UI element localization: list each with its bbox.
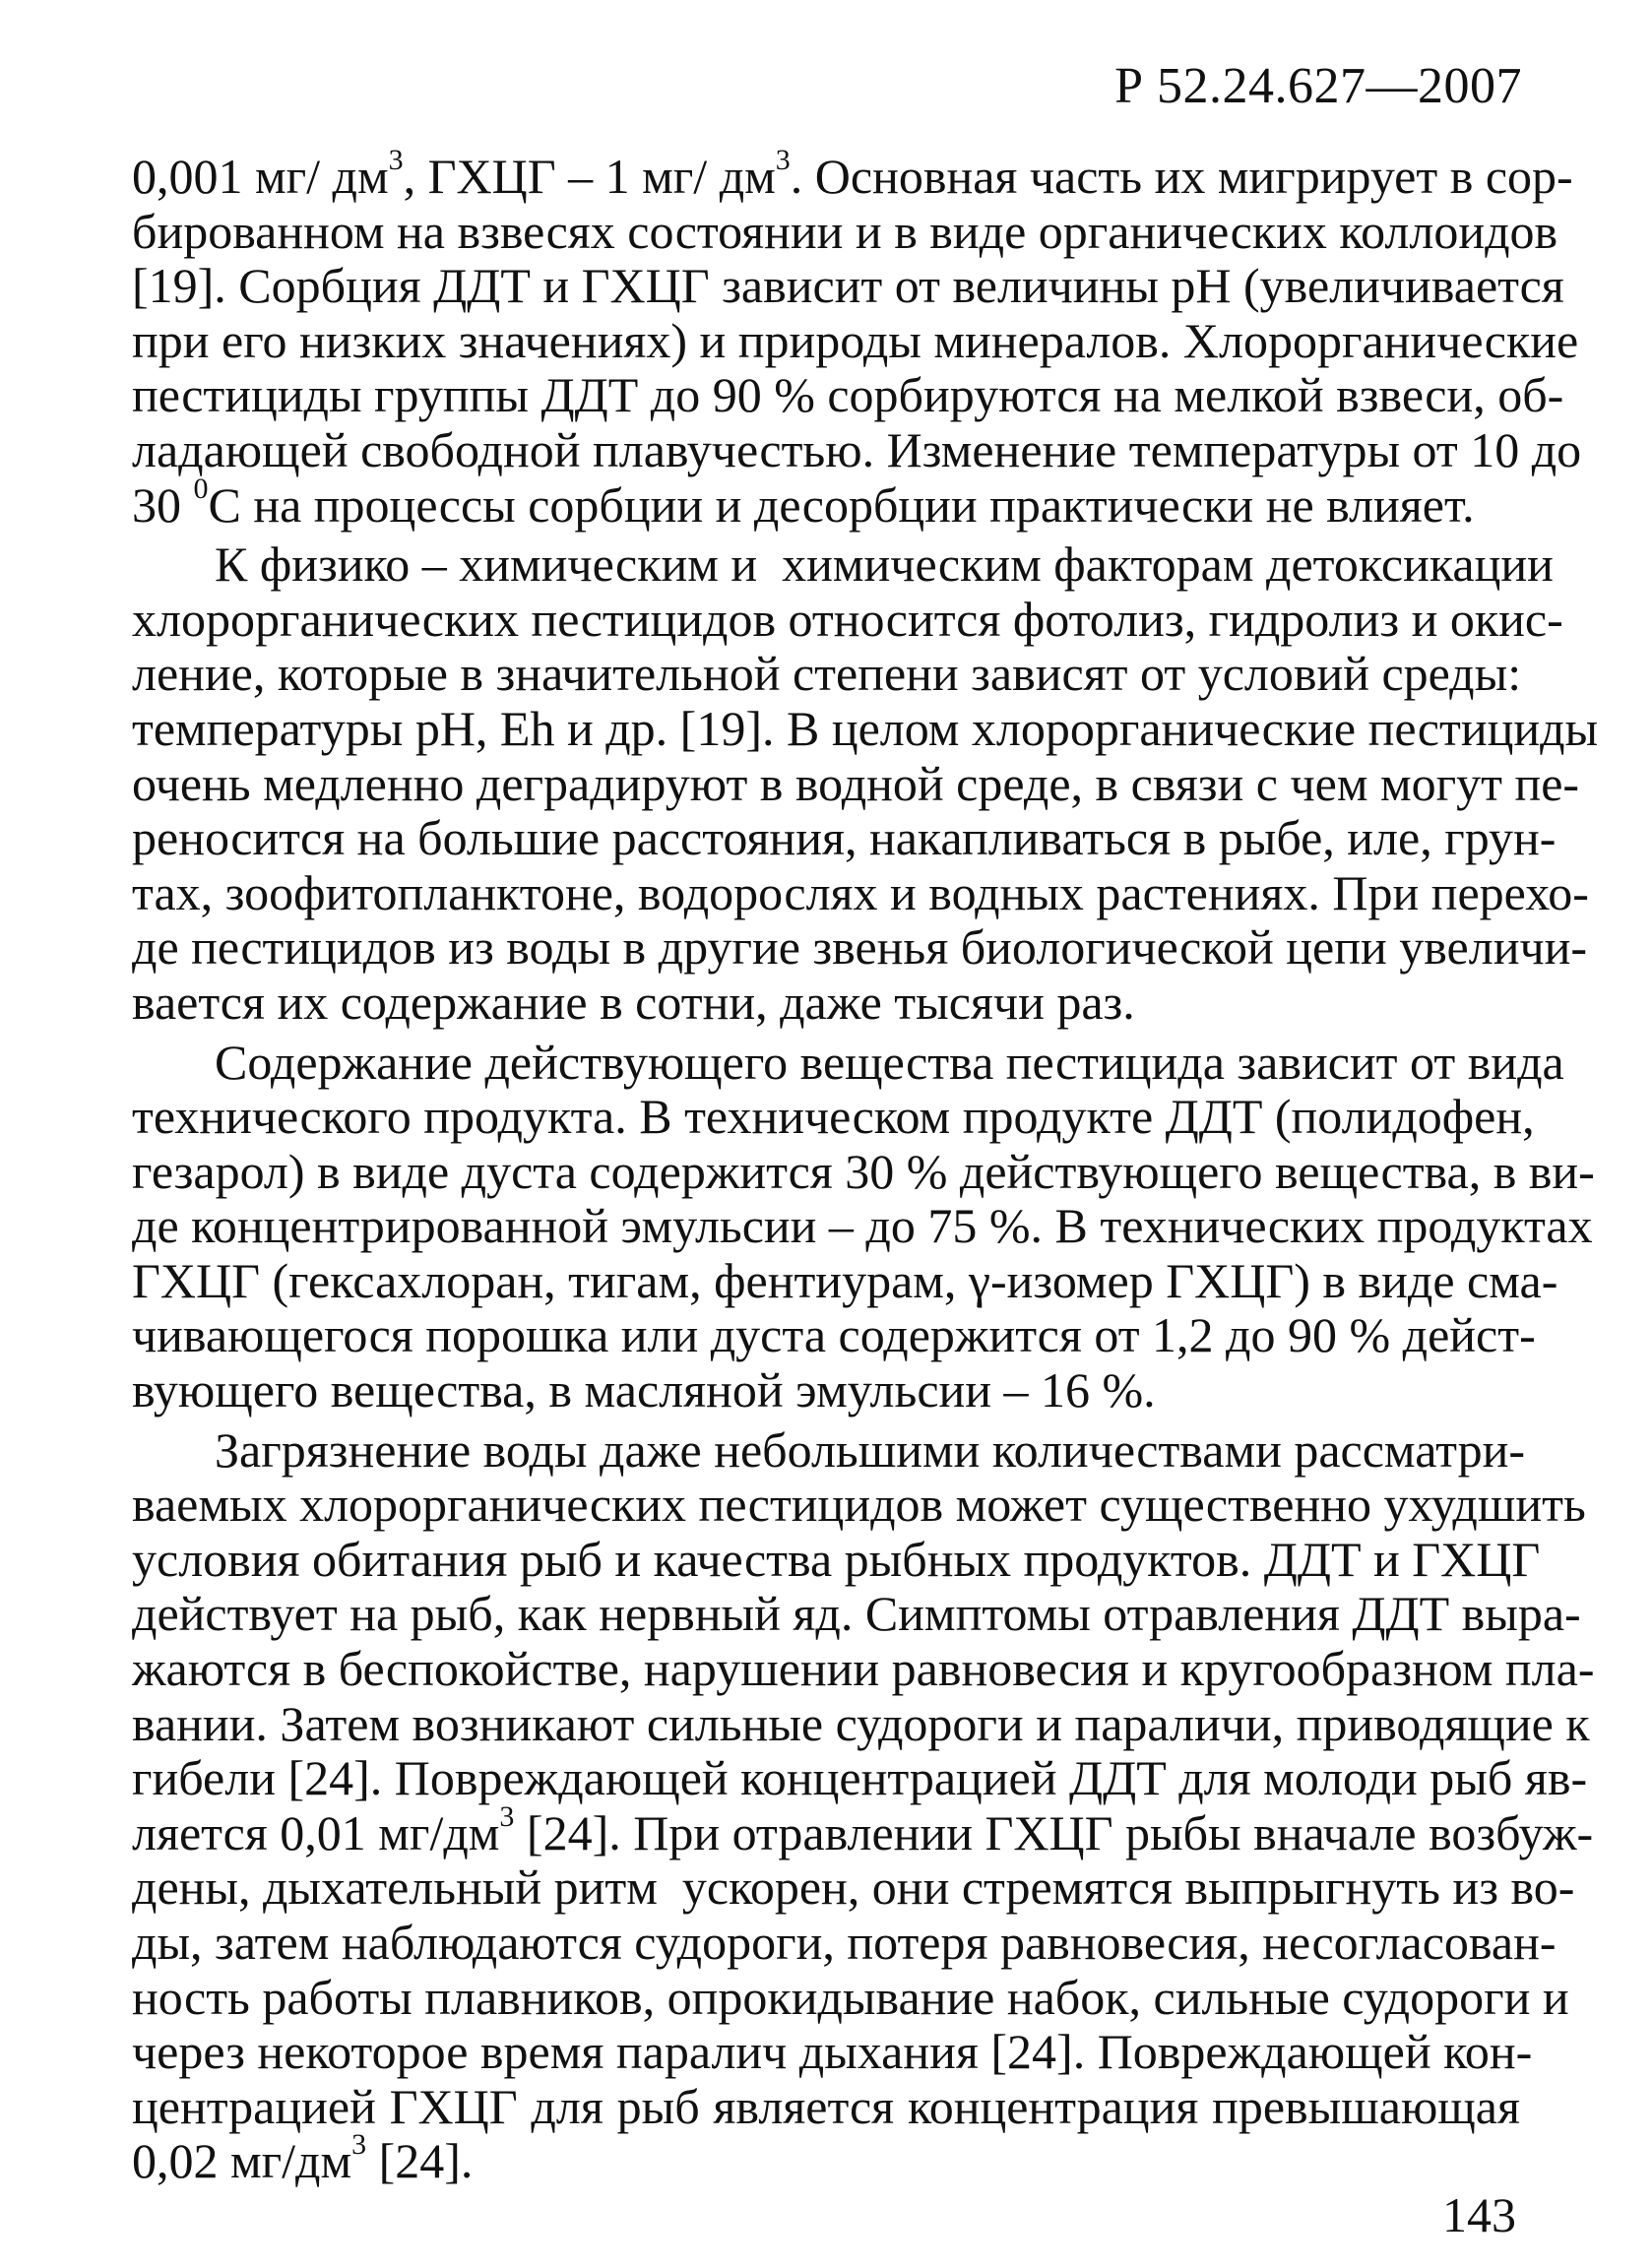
paragraph — [132, 1034, 1595, 1418]
text-segment: . Основная часть их мигрирует в сор- — [790, 149, 1573, 204]
text-line — [132, 810, 1557, 866]
text-line — [132, 1969, 1569, 2026]
text-segment: вании. Затем возникают сильные судороги и параличи, приводящие к — [132, 1695, 1590, 1751]
text-line — [132, 700, 1599, 757]
text-segment: С на процессы сорбции и десорбции практически не влияет. — [208, 476, 1475, 533]
text-line — [132, 864, 1589, 921]
text-segment: ГХЦГ (гексахлоран, тигам, фентиурам, γ-изомер ГХЦГ) в виде сма- — [132, 1252, 1558, 1308]
text-segment: 0,001 мг/ дм — [132, 149, 389, 204]
text-line — [132, 1307, 1536, 1363]
paragraph — [132, 1421, 1595, 2189]
text-segment: Содержание действующего вещества пестицида зависит от вида — [215, 1034, 1564, 1090]
body-text — [132, 144, 1599, 2189]
text-line — [132, 1799, 1594, 1861]
text-segment: хлорорганических пестицидов относится фотолиз, гидролиз и окис- — [132, 591, 1563, 647]
paragraph — [132, 144, 1582, 533]
text-segment: технического продукта. В техническом продукте ДДТ (полидофен, — [132, 1089, 1535, 1145]
text-line — [132, 367, 1564, 423]
text-line — [132, 258, 1564, 314]
text-segment: условия обитания рыб и качества рыбных продуктов. ДДТ и ГХЦГ — [132, 1531, 1541, 1587]
text-line — [132, 1143, 1595, 1200]
text-segment: жаются в беспокойстве, нарушении равновесия и кругообразном пла- — [132, 1641, 1595, 1697]
text-line — [132, 1915, 1557, 1971]
text-segment: К физико – химическим и химическим факторам детоксикации — [215, 536, 1554, 593]
text-segment: температуры pH, Eh и др. [19]. В целом хлорорганические пестициды — [132, 700, 1599, 756]
text-segment: при его низких значениях) и природы минералов. Хлорорганические — [132, 312, 1579, 368]
text-line — [132, 1198, 1593, 1254]
text-line — [132, 1586, 1581, 1642]
text-segment: вующего вещества, в масляной эмульсии – 16 %. — [132, 1362, 1156, 1418]
text-line — [132, 755, 1580, 812]
text-line — [132, 2024, 1533, 2080]
text-line — [132, 1477, 1586, 1533]
text-segment: 0,02 мг/дм — [132, 2133, 352, 2189]
text-line — [132, 2080, 1520, 2135]
text-segment: [24]. — [366, 2133, 474, 2189]
text-line — [132, 144, 1573, 205]
text-segment: пестициды группы ДДТ до 90 % сорбируются на мелкой взвеси, об- — [132, 367, 1564, 423]
text-segment: через некоторое время паралич дыхания [24]. Повреждающей кон- — [132, 2024, 1533, 2080]
document-code-header: Р 52.24.627—2007 — [1114, 58, 1522, 114]
text-segment: дены, дыхательный ритм ускорен, они стремятся выпрыгнуть из во- — [132, 1859, 1575, 1916]
text-line — [132, 1089, 1535, 1145]
text-segment: чивающегося порошка или дуста содержится от 1,2 до 90 % дейст- — [132, 1307, 1536, 1363]
text-line — [132, 1641, 1595, 1697]
text-segment: гибели [24]. Повреждающей концентрацией ДДТ для молоди рыб яв- — [132, 1750, 1588, 1806]
text-line — [132, 1252, 1558, 1309]
text-line — [132, 421, 1582, 478]
text-segment: [19]. Сорбция ДДТ и ГХЦГ зависит от величины pH (увеличивается — [132, 258, 1564, 314]
text-segment: ваемых хлорорганических пестицидов может существенно ухудшить — [132, 1477, 1586, 1533]
text-segment: тах, зоофитопланктоне, водорослях и водных растениях. При перехо- — [132, 864, 1589, 920]
text-line — [132, 976, 1520, 1031]
text-segment: гезарол) в виде дуста содержится 30 % действующего вещества, в ви- — [132, 1143, 1595, 1199]
text-line — [132, 1421, 1525, 1479]
text-line — [132, 203, 1558, 260]
text-segment: 30 — [132, 476, 194, 533]
text-segment: де пестицидов из воды в другие звенья биологической цепи увеличи- — [132, 919, 1588, 976]
superscript: 0 — [193, 472, 209, 505]
text-segment: ды, затем наблюдаются судороги, потеря равновесия, несогласован- — [132, 1915, 1557, 1970]
text-line — [132, 536, 1554, 593]
page-number: 143 — [1442, 2187, 1516, 2242]
paragraph — [132, 536, 1599, 1030]
text-line — [132, 1531, 1541, 1588]
text-line — [132, 1750, 1588, 1806]
superscript: 3 — [775, 144, 791, 176]
text-segment: , ГХЦГ – 1 мг/ дм — [403, 149, 776, 204]
text-line — [132, 919, 1588, 976]
text-line — [132, 312, 1579, 369]
superscript: 3 — [499, 1799, 515, 1833]
text-segment: ление, которые в значительной степени зависят от условий среды: — [132, 646, 1522, 702]
text-segment: де концентрированной эмульсии – до 75 %. В технических продуктах — [132, 1198, 1593, 1254]
text-segment: центрацией ГХЦГ для рыб является концентрация превышающая — [132, 2078, 1520, 2134]
text-segment: ность работы плавников, опрокидывание набок, сильные судороги и — [132, 1969, 1569, 2025]
text-line — [132, 1363, 1520, 1418]
superscript: 3 — [388, 144, 404, 176]
text-segment: Загрязнение воды даже небольшими количествами рассматри- — [215, 1421, 1525, 1478]
text-line — [132, 2128, 1520, 2189]
text-line — [132, 647, 1520, 702]
text-segment: ладающей свободной плавучестью. Изменение температуры от 10 до — [132, 421, 1582, 477]
text-segment: бированном на взвесях состоянии и в виде органических коллоидов — [132, 203, 1558, 259]
text-line — [132, 472, 1520, 534]
text-segment: реноситcя на большие расстояния, накапливаться в рыбе, иле, грун- — [132, 810, 1557, 866]
text-line — [132, 1695, 1590, 1752]
superscript: 3 — [351, 2128, 367, 2162]
text-segment: [24]. При отравлении ГХЦГ рыбы вначале возбуж- — [514, 1804, 1594, 1860]
text-line — [132, 591, 1563, 648]
text-segment: очень медленно деградируют в водной среде, в связи с чем могут пе- — [132, 755, 1580, 811]
text-segment: действует на рыб, как нервный яд. Симптомы отравления ДДТ выра- — [132, 1586, 1581, 1642]
text-segment: ляется 0,01 мг/дм — [132, 1804, 500, 1860]
text-segment: вается их содержание в сотни, даже тысячи раз. — [132, 974, 1135, 1030]
text-line — [132, 1034, 1564, 1091]
text-line — [132, 1859, 1575, 1916]
